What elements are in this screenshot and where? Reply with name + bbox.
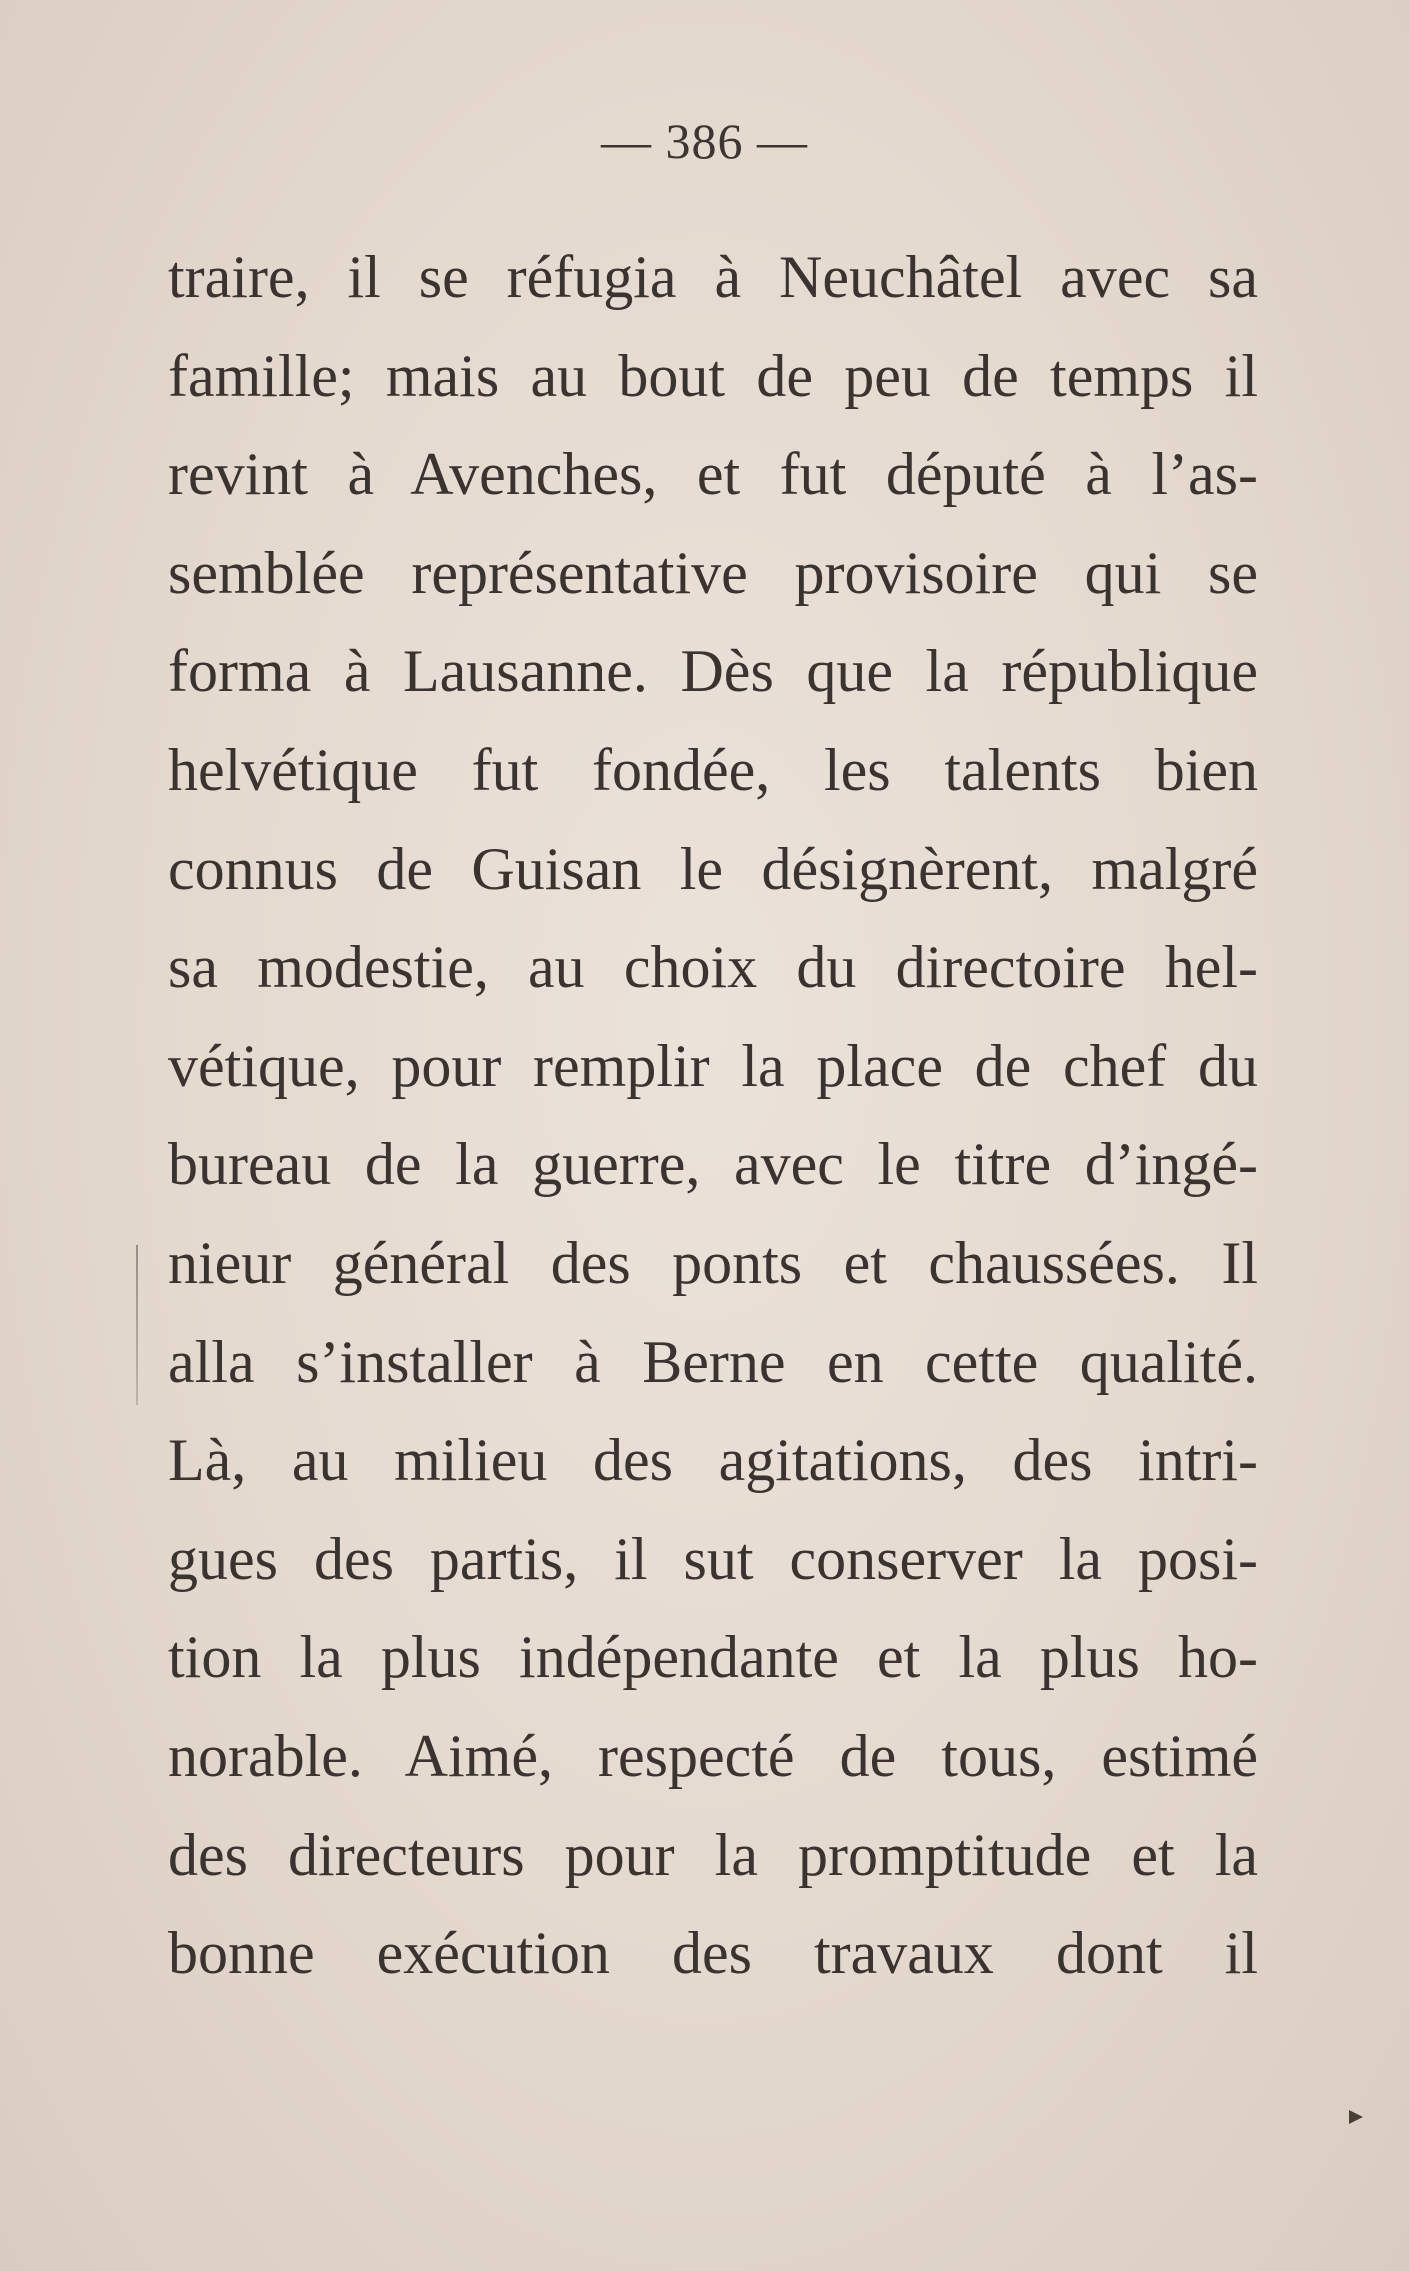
text-line: sa modestie, au choix du directoire hel- <box>168 934 1258 1001</box>
text-line: nieur général des ponts et chaussées. Il <box>168 1229 1258 1296</box>
text-line: bureau de la guerre, avec le titre d’ingé- <box>168 1131 1258 1198</box>
text-line: revint à Avenches, et fut député à l’as- <box>168 441 1258 508</box>
text-line: alla s’installer à Berne en cette qualité. <box>168 1328 1258 1395</box>
text-line: gues des partis, il sut conserver la posi- <box>168 1525 1258 1592</box>
text-line: Là, au milieu des agitations, des intri- <box>168 1427 1258 1494</box>
text-line: bonne exécution des travaux dont il <box>168 1920 1258 1987</box>
text-line: famille; mais au bout de peu de temps il <box>168 342 1258 409</box>
text-line: semblée représentative provisoire qui se <box>168 539 1258 606</box>
text-line: norable. Aimé, respecté de tous, estimé <box>168 1722 1258 1789</box>
corner-ink-mark <box>1349 2110 1363 2124</box>
text-line: traire, il se réfugia à Neuchâtel avec sa <box>168 244 1258 310</box>
text-line: vétique, pour remplir la place de chef du <box>168 1032 1258 1099</box>
body-text <box>168 228 1258 2003</box>
text-line: des directeurs pour la promptitude et la <box>168 1821 1258 1888</box>
page-number: — 386 — <box>601 113 808 169</box>
text-line: helvétique fut fondée, les talents bien <box>168 736 1258 803</box>
text-line: connus de Guisan le désignèrent, malgré <box>168 835 1258 902</box>
margin-pencil-mark <box>136 1245 138 1405</box>
text-line: tion la plus indépendante et la plus ho- <box>168 1624 1258 1691</box>
text-line: forma à Lausanne. Dès que la république <box>168 638 1258 705</box>
